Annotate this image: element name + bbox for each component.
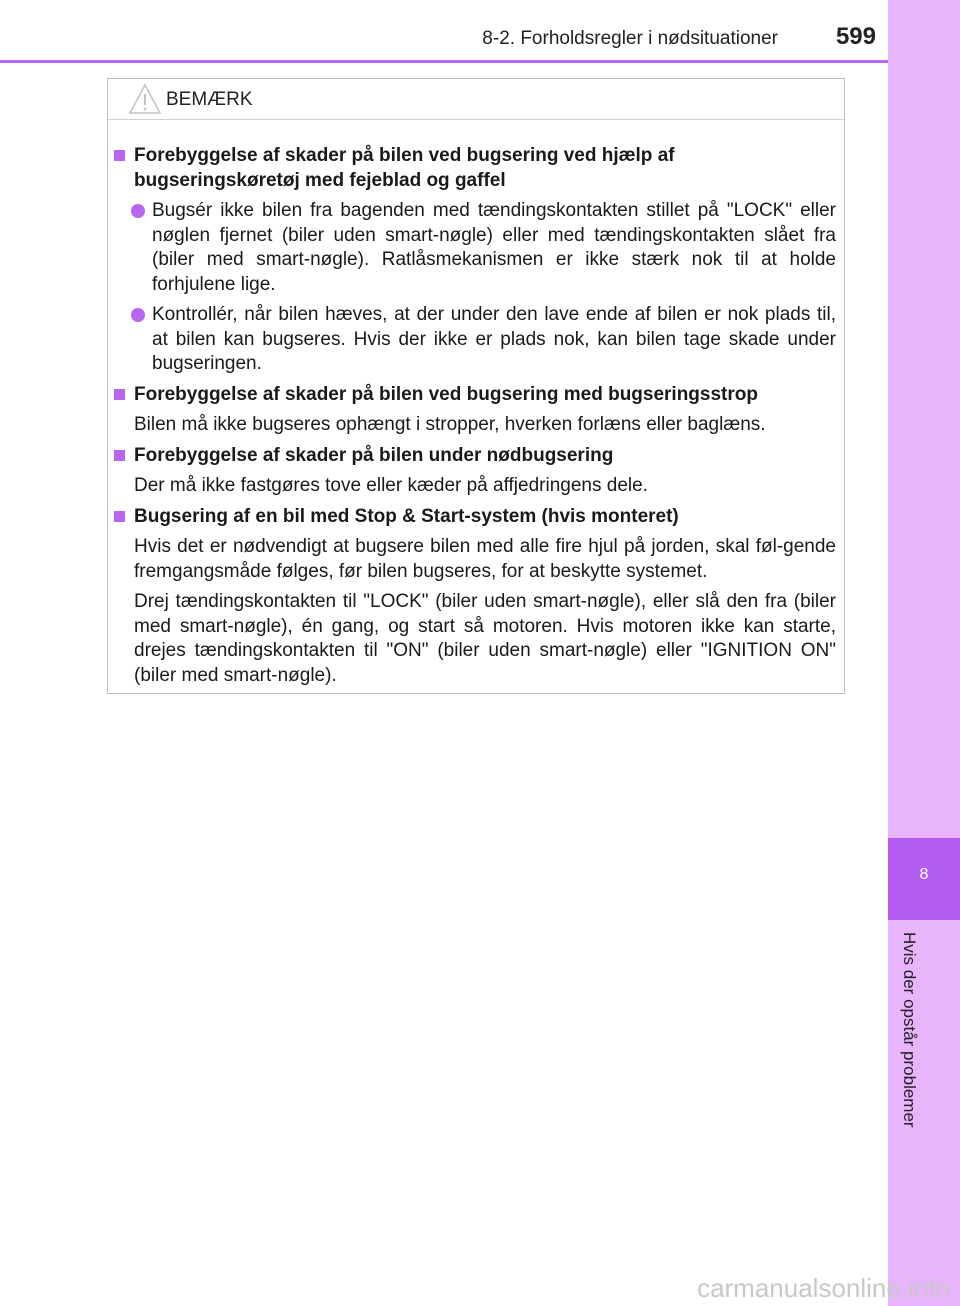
section-heading [114, 144, 836, 193]
paragraph: Bilen må ikke bugseres ophængt i stropper, hverken forlæns eller baglæns. [134, 414, 766, 435]
warning-triangle-icon [128, 83, 162, 120]
section-heading [114, 383, 836, 408]
section-title-text: Bugsering af en bil med Stop & Start-system (hvis monteret) [134, 505, 679, 527]
page-number: 599 [835, 23, 876, 50]
square-bullet-icon [114, 511, 125, 522]
chapter-number: 8 [919, 866, 929, 883]
notice-body [108, 120, 844, 688]
notice-label: BEMÆRK [166, 89, 253, 110]
section-title-text: Forebyggelse af skader på bilen ved bugsering med bugseringsstrop [134, 383, 758, 405]
paragraph: Drej tændingskontakten til "LOCK" (biler uden smart-nøgle), eller slå den fra (biler med smart-nøgle), én gang, og start så motoren. Hvis motoren ikke kan starte, drejes tændingskontakten til "ON" (biler uden smart-nøgle) eller "IGNITION ON" (biler med smart-nøgle). [134, 591, 836, 686]
square-bullet-icon [114, 450, 125, 461]
page-header [0, 0, 888, 62]
list-item-text: Kontrollér, når bilen hæves, at der under den lave ende af bilen er nok plads til, at bilen kan bugseres. Hvis der ikke er plads nok, kan bilen tage skade under bugseringen. [152, 304, 836, 374]
paragraph: Hvis det er nødvendigt at bugsere bilen med alle fire hjul på jorden, skal føl-gende fremgangsmåde følges, før bilen bugseres, for at beskytte systemet. [134, 536, 836, 582]
watermark: carmanualsonline.info [697, 1273, 950, 1303]
section-title-text: Forebyggelse af skader på bilen ved bugsering ved hjælp af bugseringskøretøj med fejeblad og gaffel [134, 145, 675, 191]
header-rule [0, 60, 888, 63]
circle-bullet-icon [131, 204, 145, 218]
square-bullet-icon [114, 389, 125, 400]
section-heading [114, 444, 836, 469]
circle-bullet-icon [131, 308, 145, 322]
list-item-text: Bugsér ikke bilen fra bagenden med tændingskontakten stillet på "LOCK" eller nøglen fjernet (biler uden smart-nøgle) eller med tændingskontakten slået fra (biler med smart-nøgle). Ratlåsmekanismen er ikke stærk nok til at holde forhjulene lige. [152, 200, 836, 295]
list-item [114, 303, 836, 377]
chapter-number-box [888, 838, 960, 920]
notice-box [107, 78, 845, 694]
section-heading [114, 505, 836, 530]
notice-header [108, 79, 844, 120]
list-item [114, 199, 836, 297]
square-bullet-icon [114, 150, 125, 161]
section-title: 8-2. Forholdsregler i nødsituationer [482, 28, 778, 49]
chapter-label: Hvis der opstår problemer [900, 932, 919, 1128]
section-title-text: Forebyggelse af skader på bilen under nødbugsering [134, 444, 614, 466]
paragraph: Der må ikke fastgøres tove eller kæder på affjedringens dele. [134, 475, 648, 496]
